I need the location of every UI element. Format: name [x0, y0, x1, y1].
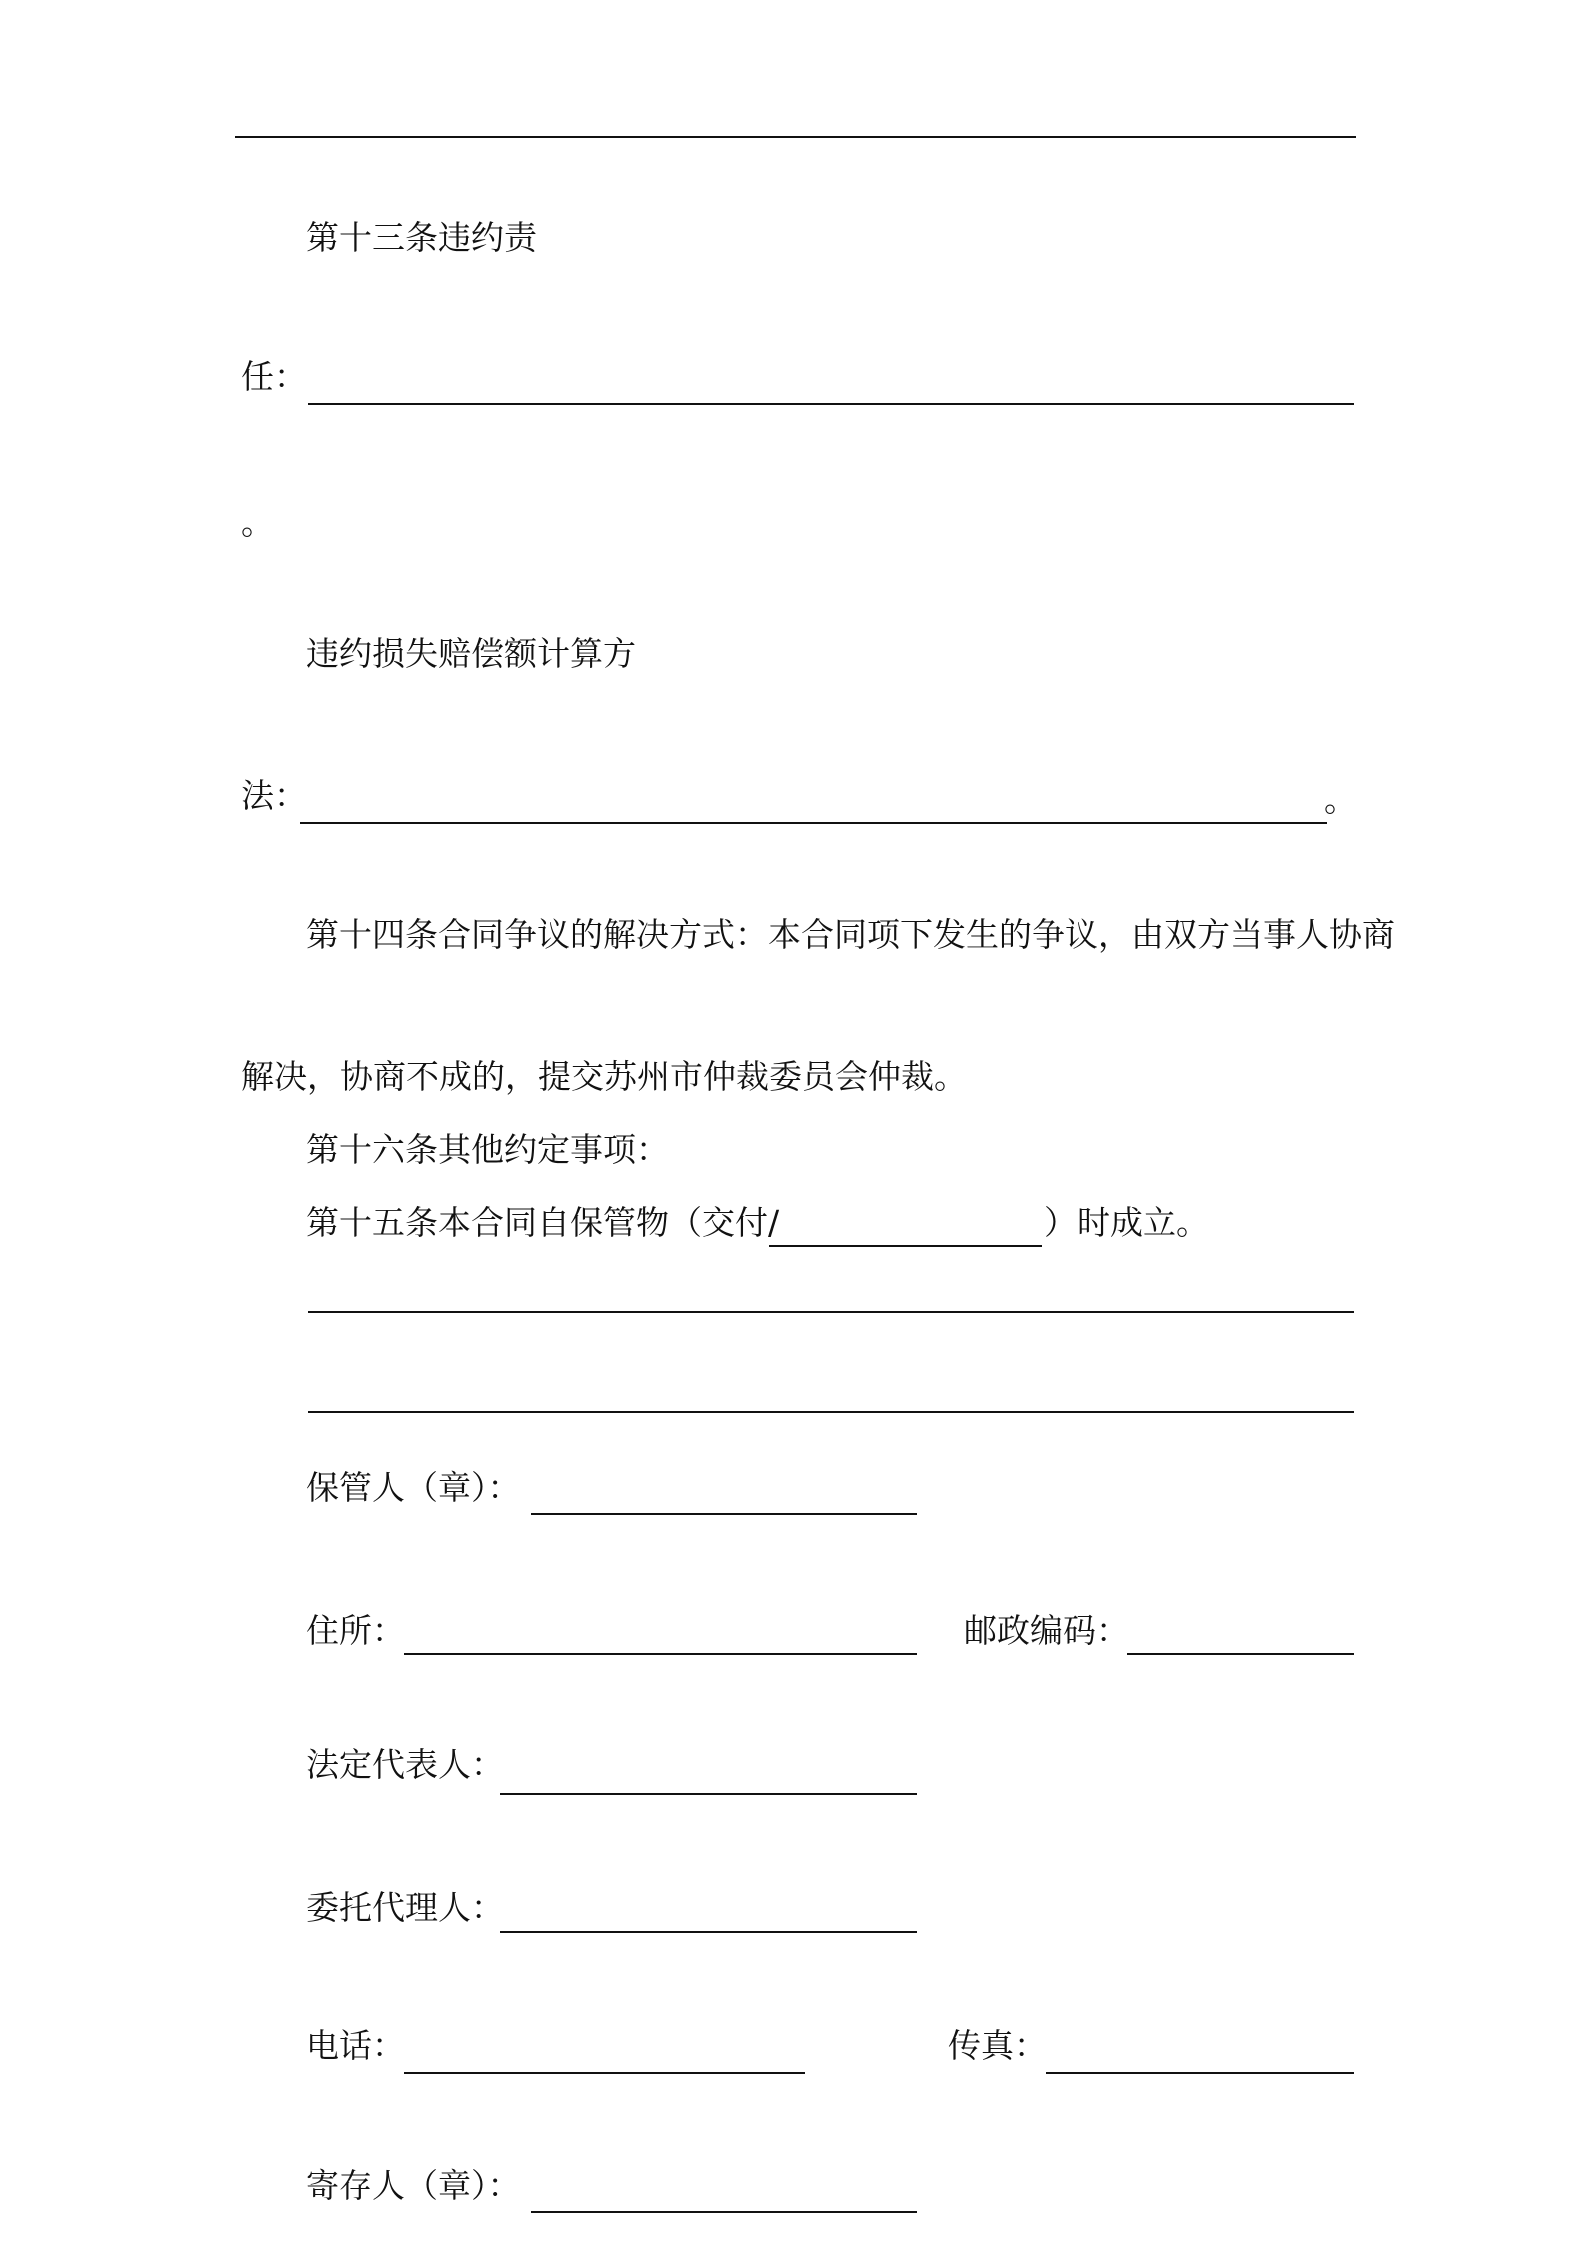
custodian-field[interactable] [531, 1513, 917, 1515]
article13-label: 任： [241, 357, 307, 396]
article13-title: 第十三条违约责 [306, 218, 537, 257]
article15-suffix: ）时成立。 [1044, 1203, 1209, 1242]
fax-label: 传真： [948, 2026, 1047, 2065]
postal-code-label: 邮政编码： [964, 1611, 1129, 1650]
depositor-field[interactable] [531, 2211, 917, 2213]
article15-field[interactable] [769, 1245, 1042, 1247]
compensation-title: 违约损失赔偿额计算方 [306, 634, 636, 673]
fax-field[interactable] [1046, 2072, 1354, 2074]
header-rule [235, 136, 1356, 138]
phone-label: 电话： [306, 2026, 405, 2065]
liability-field[interactable] [308, 403, 1354, 405]
address-field[interactable] [404, 1653, 917, 1655]
depositor-label: 寄存人（章）： [306, 2166, 521, 2205]
legal-rep-label: 法定代表人： [306, 1745, 504, 1784]
article15-prefix: 第十五条本合同自保管物（交付/ [306, 1203, 780, 1242]
compensation-field[interactable] [300, 822, 1327, 824]
other-terms-field-1[interactable] [308, 1311, 1354, 1313]
article16-title: 第十六条其他约定事项： [306, 1130, 669, 1169]
postal-code-field[interactable] [1127, 1653, 1354, 1655]
compensation-end: 。 [1324, 780, 1357, 819]
address-label: 住所： [306, 1611, 405, 1650]
article14-line2: 解决，协商不成的，提交苏州市仲裁委员会仲裁。 [241, 1057, 967, 1096]
article13-end-mark: 。 [241, 503, 274, 542]
other-terms-field-2[interactable] [308, 1411, 1354, 1413]
custodian-label: 保管人（章）： [306, 1468, 521, 1507]
article14-line1: 第十四条合同争议的解决方式：本合同项下发生的争议，由双方当事人协商 [306, 915, 1395, 954]
agent-label: 委托代理人： [306, 1888, 504, 1927]
compensation-label: 法： [241, 776, 307, 815]
legal-rep-field[interactable] [500, 1793, 917, 1795]
agent-field[interactable] [500, 1931, 917, 1933]
phone-field[interactable] [404, 2072, 805, 2074]
